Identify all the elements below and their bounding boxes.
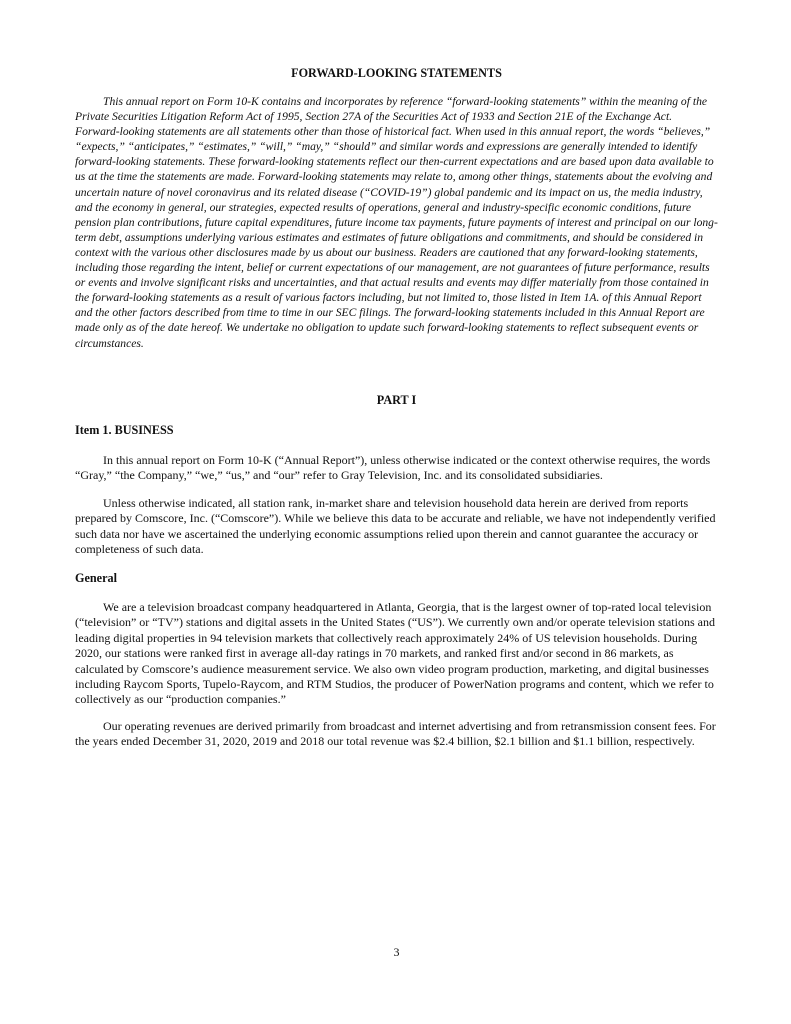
general-paragraph-revenue: Our operating revenues are derived primarily from broadcast and internet advertising and from retransmission consent fees. For the years ended December 31, 2020, 2019 and 2018 our total revenue was $2.4 billion, $2.1 billion and $1.1 billion, respectively.	[75, 719, 716, 749]
page-number: 3	[393, 945, 400, 959]
part-title: PART I	[376, 393, 417, 407]
item1-paragraph-data-source: Unless otherwise indicated, all station rank, in-market share and television household data herein are derived from reports prepared by Comscore, Inc. (“Comscore”). While we believe this data to be accurate and reliable, we have not independently verified such data nor have we ascertained the underlying economic assumptions relied upon therein and cannot guarantee the accuracy or completeness of such data.	[75, 496, 716, 557]
item1-paragraph-definitions: In this annual report on Form 10-K (“Annual Report”), unless otherwise indicated or the context otherwise requires, the words “Gray,” “the Company,” “we,” “us,” and “our” refer to Gray Television, Inc. and its consolidated subsidiaries.	[75, 453, 711, 483]
forward-looking-title: FORWARD-LOOKING STATEMENTS	[291, 66, 502, 80]
item1-heading: Item 1. BUSINESS	[75, 423, 174, 437]
forward-looking-paragraph: This annual report on Form 10-K contains and incorporates by reference “forward-looking statements” within the meaning of the Private Securities Litigation Reform Act of 1995, Section 27A of the Securities Act of 1933 and Section 21E of the Exchange Act. Forward-looking statements are all statements other than those of historical fact. When used in this annual report, the words “believes,” “expects,” “anticipates,” “estimates,” “will,” “may,” “should” and similar words and expressions are generally intended to identify forward-looking statements. These forward-looking statements reflect our then-current expectations and are based upon data available to us at the time the statements are made. Forward-looking statements may relate to, among other things, statements about the evolving and uncertain nature of novel coronavirus and its related disease (“COVID-19”) global pandemic and its impact on us, the media industry, and the economy in general, our strategies, expected results of operations, general and industry-specific economic conditions, future pension plan contributions, future capital expenditures, future income tax payments, future payments of interest and principal on our long-term debt, assumptions underlying various estimates and estimates of future obligations and commitments, and should be considered in context with the various other disclosures made by us about our business. Readers are cautioned that any forward-looking statements, including those regarding the intent, belief or current expectations of our management, are not guarantees of future performance, results or events and involve significant risks and uncertainties, and that actual results and events may differ materially from those contained in the forward-looking statements as a result of various factors including, but not limited to, those listed in Item 1A. of this Annual Report and the other factors described from time to time in our SEC filings. The forward-looking statements included in this Annual Report are made only as of the date hereof. We undertake no obligation to update such forward-looking statements to reflect subsequent events or circumstances.	[75, 95, 718, 350]
general-paragraph-overview: We are a television broadcast company headquartered in Atlanta, Georgia, that is the largest owner of top-rated local television (“television” or “TV”) stations and digital assets in the United States (“US”). We currently own and/or operate television stations and leading digital properties in 94 television markets that collectively reach approximately 24% of US television households. During 2020, our stations were ranked first in average all-day ratings in 70 markets, and ranked first and/or second in 86 markets, as calculated by Comscore’s audience measurement service. We also own video program production, marketing, and digital businesses including Raycom Sports, Tupelo-Raycom, and RTM Studios, the producer of PowerNation programs and content, which we refer to collectively as our “production companies.”	[75, 600, 715, 707]
general-heading: General	[75, 571, 117, 585]
